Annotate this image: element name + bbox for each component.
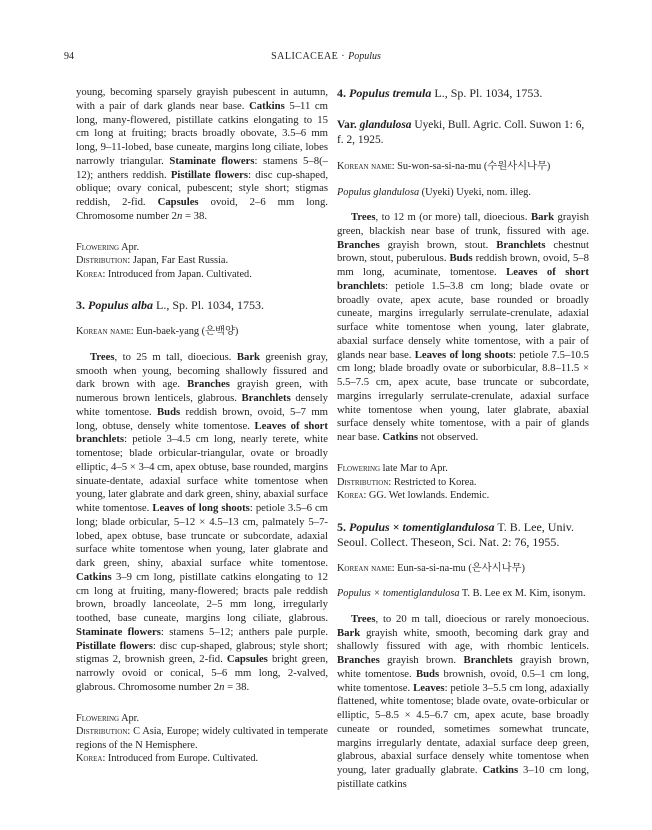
synonym: Populus × tomentiglandulosa T. B. Lee ex M. Kim, isonym. [337, 588, 586, 600]
page-number: 94 [64, 51, 74, 62]
species-heading: 3. Populus alba L., Sp. Pl. 1034, 1753. [76, 298, 265, 313]
flowering-note: Flowering late Mar to Apr. [337, 462, 448, 474]
right-column [337, 86, 589, 792]
korean-name: Korean name: Eun-sa-si-na-mu (은사시나무) [337, 562, 525, 574]
korean-name: Korean name: Eun-baek-yang (은백양) [76, 326, 239, 338]
species-description: Trees, to 20 m tall, dioecious or rarely monoecious. Bark grayish white, smooth, becoming dark gray and shallowly fissured with age, with rhombic lenticels. Branches grayish brown. Branchlets grayish brown, white tomentose. Buds brownish, ovoid, 0.5–1 cm long, white tomentose. Leaves: petiole 3–5.5 cm long, adaxially flattened, white tomentose; blade ovate, ovate-orbicular or elliptic, 5–8.5 × 4.5–6.7 cm, apex acute, base broadly cuneate or rounded, sometimes somewhat truncate, margins irregularly dentate, adaxial surface deep green, glabrous, abaxial surface densely white tomentose when young, later gradually glabrate. Catkins 3–10 cm long, pistillate catkins [337, 612, 589, 790]
flowering-note: Flowering Apr. [76, 241, 140, 253]
synonym: Populus glandulosa (Uyeki) Uyeki, nom. illeg. [337, 186, 531, 198]
species-heading: 4. Populus tremula L., Sp. Pl. 1034, 1753. [337, 86, 543, 100]
korea-note: Korea: Introduced from Europe. Cultivated. [76, 753, 259, 765]
flowering-note: Flowering Apr. [76, 712, 140, 724]
variety-description: Trees, to 12 m (or more) tall, dioecious. Bark grayish green, blackish near base of trunk, fissured with age. Branches grayish brown, stout. Branchlets chestnut brown, stout, puberulous. Buds reddish brown, ovoid, 5–8 mm long, acuminate, tomentose. Leaves of short branchlets: petiole 1.5–3.8 cm long; blade ovate or broadly ovate, apex acute, base rounded or broadly cuneate, margins irregularly serrulate-crenulate, adaxial surface white tomentose when young, later glabrate, abaxial surface densely white tomentose, with a pair of glands near base. Leaves of long shoots: petiole 7.5–10.5 cm long; blade broadly ovate or suborbicular, 8.8–11.5 × 5.5–7.5 cm, apex acute, base truncate or subcordate, margins irregularly serrulate-crenulate, adaxial surface white tomentose when young, later glabrate, abaxial surface densely white tomentose, with a pair of glands near base. Catkins not observed. [337, 211, 590, 444]
species-heading: 5. Populus × tomentiglandulosa T. B. Lee, Univ. Seoul. Collect. Theseon, Sci. Nat. 2: 76, 1955. [337, 519, 574, 549]
distribution-note: Distribution: C Asia, Europe; widely cultivated in temperate regions of the N Hemisphere. [76, 726, 328, 751]
left-column [76, 86, 328, 766]
korea-note: Korea: Introduced from Japan. Cultivated. [76, 268, 252, 280]
description-continued: young, becoming sparsely grayish pubescent in autumn, with a pair of dark glands near base. Catkins 5–11 cm long, many-flowered, pistillate catkins elongating to 15 cm long at fruiting; bracts broadly obovate, 3.5–6 mm long, 9–11-lobed, base cuneate, margins long ciliate, lobes narrowly triangular. Staminate flowers: stamens 5–8(–12); anthers reddish. Pistillate flowers: disc cup-shaped, oblique; ovary conical, pubescent; style short; stigmas reddish, 2-fid. Capsules ovoid, 2–6 mm long. Chromosome number 2n = 38. [76, 86, 328, 222]
distribution-note: Distribution: Restricted to Korea. [337, 476, 477, 488]
species-description: Trees, to 25 m tall, dioecious. Bark greenish gray, smooth when young, becoming shallowly fissured and dark brown with age. Branches grayish green, with numerous brown lenticels, glabrous. Branchlets densely white tomentose. Buds reddish brown, ovoid, 5–7 mm long, obtuse, densely white tomentose. Leaves of short branchlets: petiole 3–4.5 cm long, nearly terete, white tomentose; blade orbicular-triangular, ovate or broadly elliptic, 4–5 × 3–4 cm, apex obtuse, base rounded, margins sinuate-dentate, adaxial surface white tomentose when young, later glabrate and dark green, shiny, abaxial surface white tomentose. Leaves of long shoots: petiole 3.5–6 cm long; blade orbicular, 5–12 × 4.5–13 cm, palmately 5–7-lobed, apex obtuse, base truncate or subcordate, adaxial surface white tomentose when young, later glabrate and dark green, shiny, abaxial surface white tomentose. Catkins 3–9 cm long, pistillate catkins elongating to 12 cm long at fruiting, many-flowered; bracts pale reddish brown, broadly lanceolate, 2–5 mm long, irregularly toothed, base cuneate, margins long ciliate, glabrous. Staminate flowers: stamens 5–12; anthers pale purple. Pistillate flowers: disc cup-shaped, glabrous; style short; stigmas 2, brownish green, 2-fid. Capsules bright green, narrowly ovoid or conical, 5–6 mm long, 2-valved, glabrous. Chromosome number 2n = 38. [76, 350, 328, 693]
korea-note: Korea: GG. Wet lowlands. Endemic. [337, 490, 490, 502]
korean-name: Korean name: Su-won-sa-si-na-mu (수원사시나무) [337, 161, 551, 172]
page-header [0, 51, 652, 67]
distribution-note: Distribution: Japan, Far East Russia. [76, 255, 229, 267]
variety-heading: Var. glandulosa Uyeki, Bull. Agric. Coll. Suwon 1: 6, f. 2, 1925. [337, 119, 585, 146]
running-title: SALICACEAE · Populus [271, 51, 381, 62]
